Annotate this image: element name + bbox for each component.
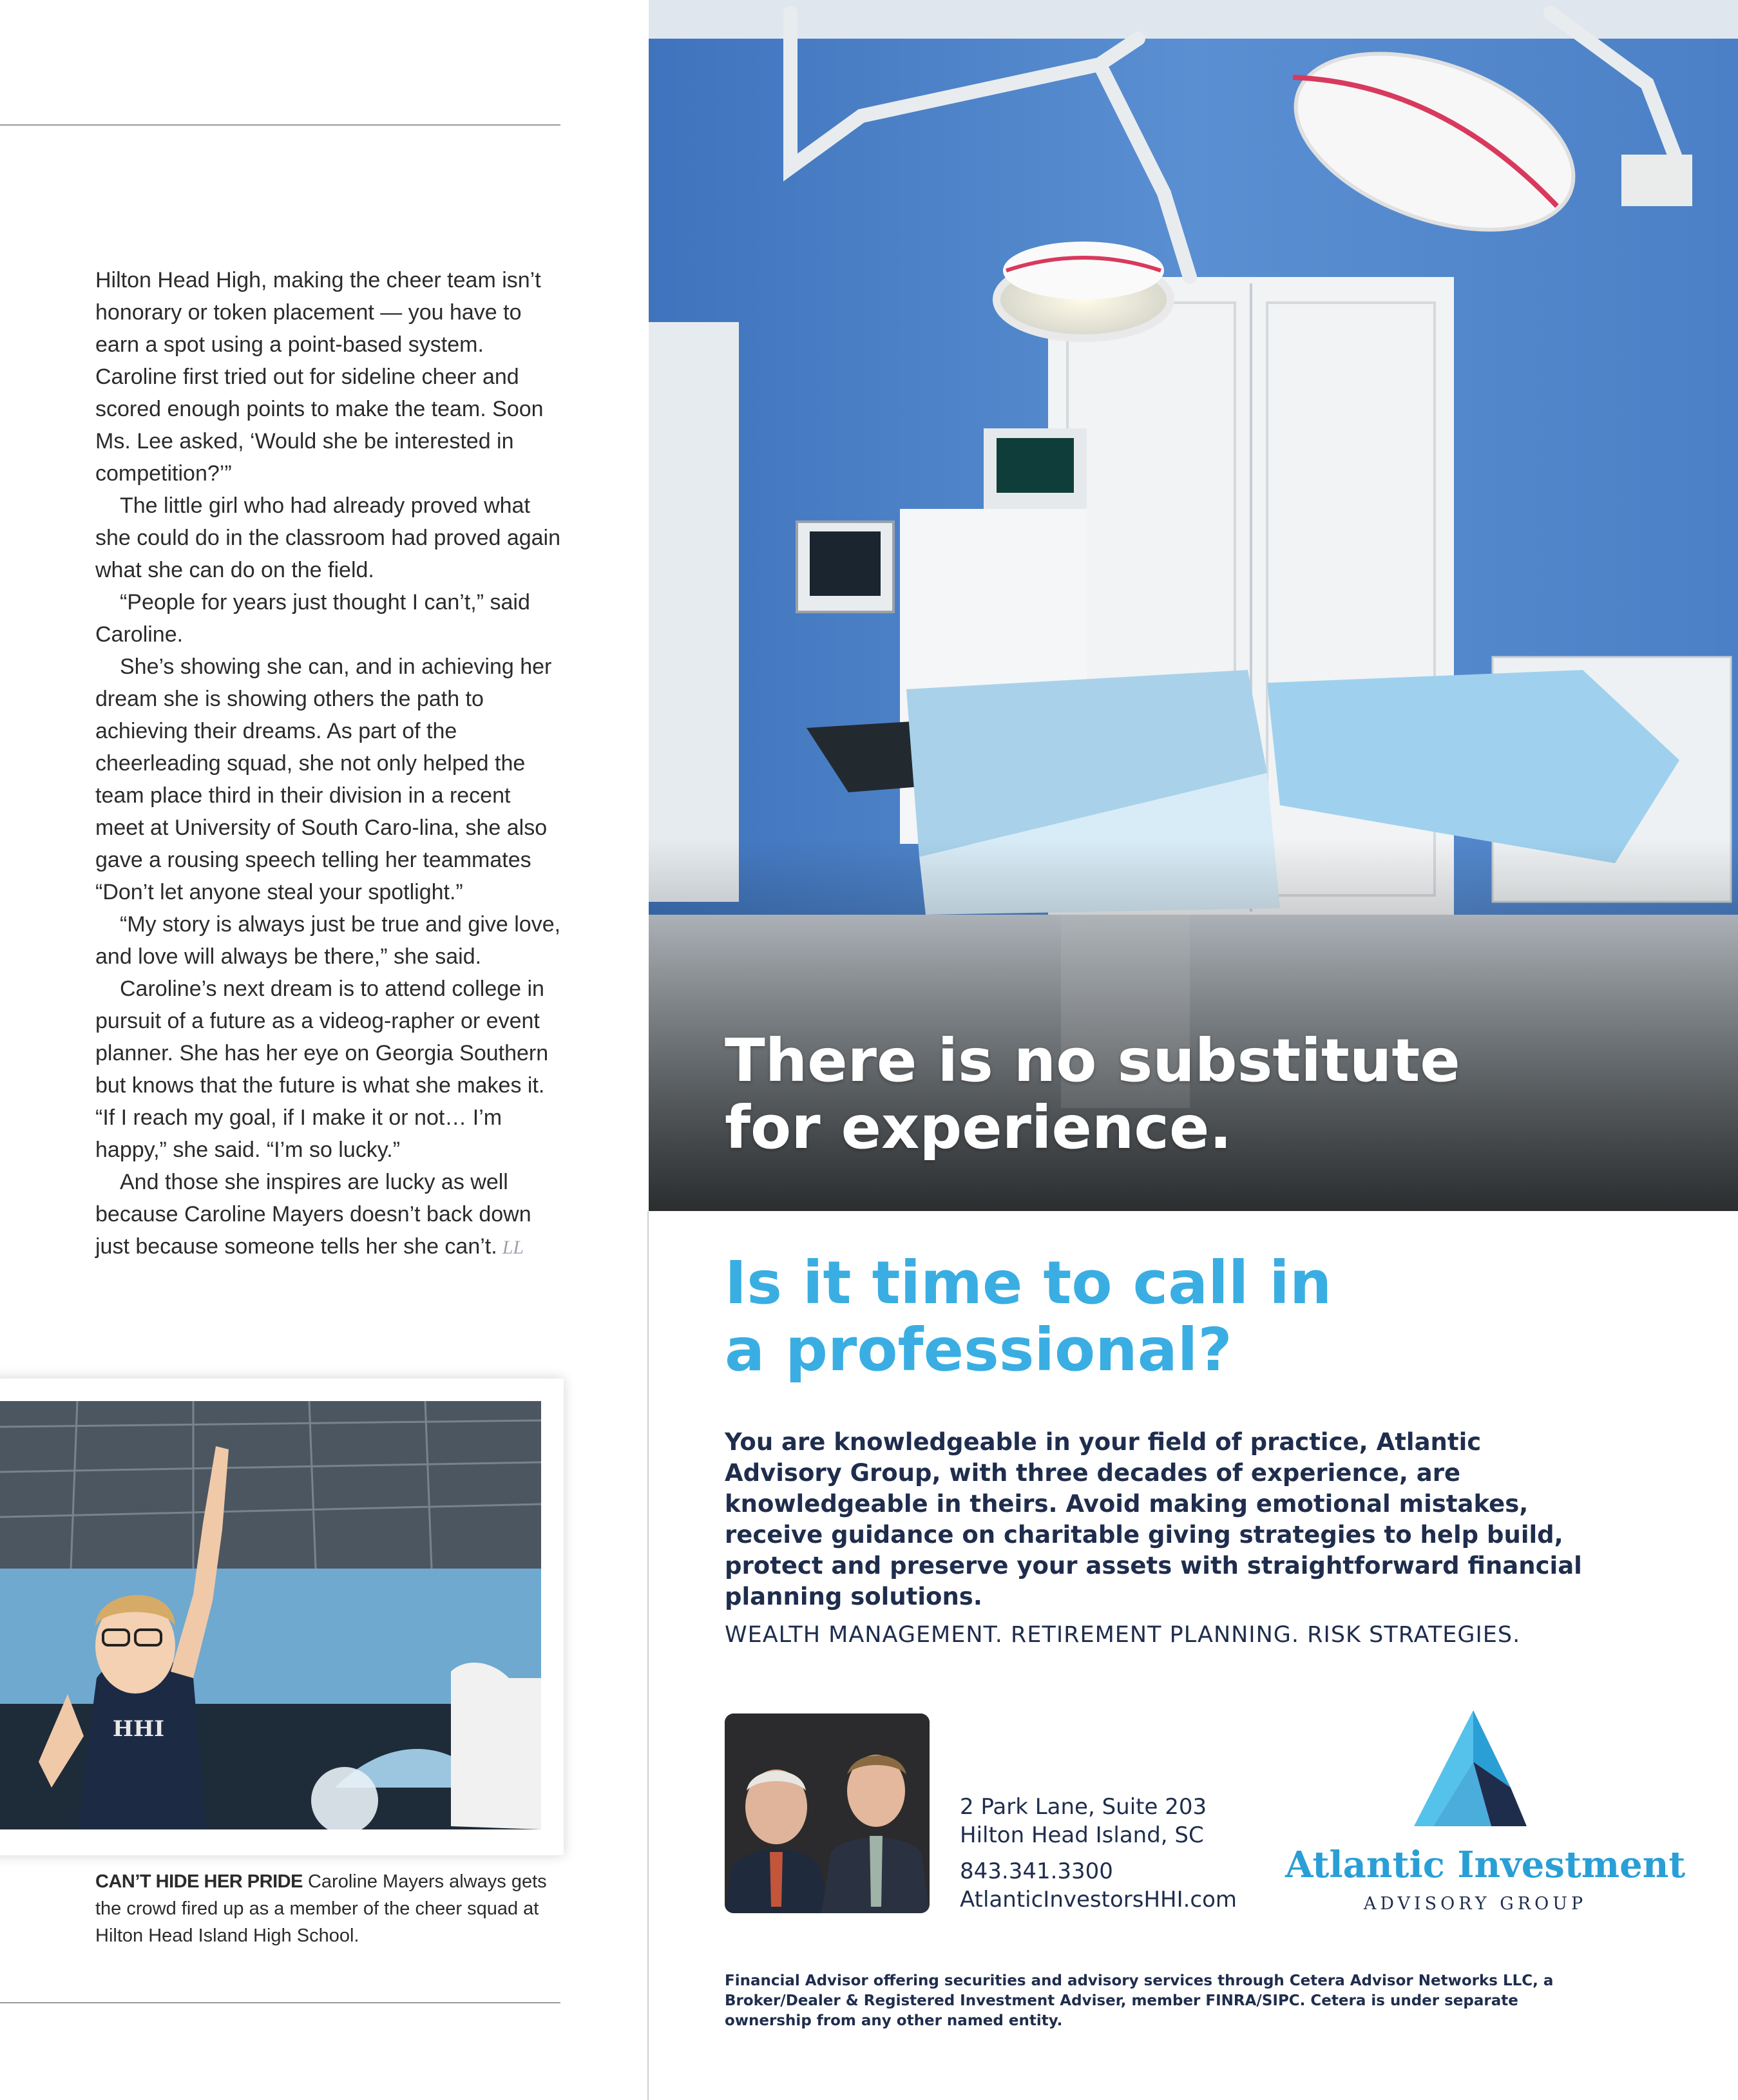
ad-subhead-line-2: a professional? [725,1315,1232,1384]
column-divider [647,1211,649,2100]
article-paragraph: Hilton Head High, making the cheer team isn’t honorary or token placement — you have to earn a spot using a point-based system. Caroline first tried out for sideline cheer and scored enough points to make the team. Soon Ms. Lee asked, ‘Would she be interested in competition?’” [95,268,544,486]
article-paragraph: She’s showing she can, and in achieving her dream she is showing others the path to achieving their dreams. As part of the cheerleading squad, she not only helped the team place third in their division in a recent meet at University of South Caro-lina, she also gave a rousing speech telling her teammates “Don’t let anyone steal your spotlight.” [95,654,552,904]
ad-subhead [725,1250,1562,1384]
phone-number: 843.341.3300 [960,1858,1113,1884]
ad-headline [725,1027,1627,1161]
article-last-sentence: And those she inspires are lucky as well because Caroline Mayers doesn’t back down just because someone tells her she can’t. [95,1170,531,1259]
address-line-2: Hilton Head Island, SC [960,1822,1204,1848]
article-paragraph: “People for years just thought I can’t,” said Caroline. [95,590,530,647]
website-link[interactable]: AtlanticInvestorsHHI.com [960,1887,1237,1913]
cheer-photo [0,1401,541,1829]
ad-headline-line-2: for experience. [725,1093,1232,1162]
logo-name: Atlantic Investment [1285,1844,1686,1886]
caption-title: CAN’T HIDE HER PRIDE [95,1871,303,1892]
ad-services: WEALTH MANAGEMENT. RETIREMENT PLANNING. RISK STRATEGIES. [725,1622,1521,1648]
ad-contact [960,1793,1237,1914]
address-line-1: 2 Park Lane, Suite 203 [960,1794,1207,1820]
atlantic-logo-mark-icon [1414,1710,1533,1829]
advisors-portrait [725,1713,930,1913]
article-paragraph: The little girl who had already proved what she could do in the classroom had proved again what she can do on the field. [95,493,561,582]
ad-headline-line-1: There is no substitute [725,1026,1460,1095]
ad-subhead-line-1: Is it time to call in [725,1248,1332,1317]
bottom-rule [0,2002,560,2003]
top-rule [0,124,560,126]
photo-caption [95,1868,559,1949]
cheer-photo-frame [0,1379,564,1855]
ad-disclaimer: Financial Advisor offering securities and advisory services through Cetera Advisor Networks LLC, a Broker/Dealer & Registered Investment Adviser, member FINRA/SIPC. Cetera is under separate ownership from any other named entity. [725,1972,1554,2029]
caption-text: Caroline Mayers always gets the crowd fired up as a member of the cheer squad at Hilton Head Island High School. [95,1871,547,1946]
article-paragraph [95,1166,562,1264]
jersey-text: HHI [112,1716,165,1742]
article-paragraph: Caroline’s next dream is to attend college in pursuit of a future as a videog-rapher or event planner. She has her eye on Georgia Southern but knows that the future is what she makes it. “If I reach my goal, if I make it or not… I’m happy,” she said. “I’m so lucky.” [95,977,549,1162]
article-body [95,264,562,1264]
logo-subtitle: ADVISORY GROUP [1363,1894,1587,1914]
author-signature: LL [502,1237,524,1258]
article-paragraph: “My story is always just be true and give love, and love will always be there,” she said. [95,912,561,969]
ad-body-text: You are knowledgeable in your field of practice, Atlantic Advisory Group, with three decades of experience, are knowledgeable in theirs. Avoid making emotional mistakes, receive guidance on charitable giving strategies to help build, protect and preserve your assets with straightforward financial planning solutions. [725,1428,1582,1610]
